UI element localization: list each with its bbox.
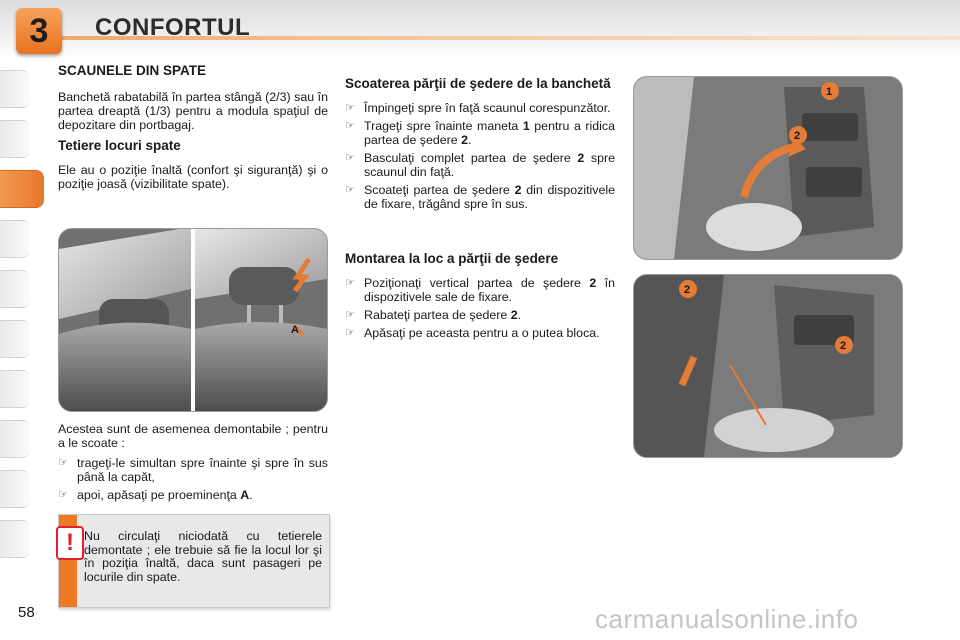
side-tab-5[interactable] <box>0 270 30 308</box>
headrest-photo <box>58 228 328 412</box>
chapter-title: CONFORTUL <box>95 14 251 41</box>
remove-step-2-post: pentru a ridica partea de şedere <box>364 119 615 147</box>
page-number: 58 <box>18 604 35 621</box>
side-tab-2[interactable] <box>0 120 30 158</box>
side-tab-10[interactable] <box>0 520 30 558</box>
middle-column <box>345 76 615 344</box>
left-column-bottom <box>58 422 328 506</box>
warning-icon: ! <box>56 526 84 560</box>
warning-text: Nu circulaţi niciodată cu tetierele demontate ; ele trebuie să fie la locul lor şi în poziţia înaltă, daca sunt pasageri pe locurile din spate. <box>84 529 322 584</box>
bullet-arrow-icon: ☞ <box>58 457 68 469</box>
bullet-arrow-icon: ☞ <box>345 327 355 339</box>
seat-refit-illustration <box>634 275 902 457</box>
refit-step-3-text: Apăsaţi pe aceasta pentru a o putea bloca. <box>364 326 600 340</box>
refit-step-2-post: . <box>517 308 522 322</box>
headrest-step-2 <box>58 488 328 502</box>
section-heading-refit-seat: Montarea la loc a părţii de şedere <box>345 251 559 266</box>
remove-step-2-bold: 1 <box>522 119 530 133</box>
rear-headrests-intro: Ele au o poziţie înaltă (confort şi siguranţă) şi o poziţie joasă (vizibilitate spate). <box>58 163 328 191</box>
photo-label-1: 1 <box>826 86 833 98</box>
side-tab-3-active[interactable] <box>0 170 44 208</box>
bullet-arrow-icon: ☞ <box>345 277 355 289</box>
headrest-step-2-tail: . <box>249 488 253 502</box>
seat-refit-photo <box>633 274 903 458</box>
bullet-arrow-icon: ☞ <box>345 184 355 196</box>
refit-step-2-text: Rabateţi partea de şedere <box>364 308 511 322</box>
remove-step-3-bold: 2 <box>577 151 585 165</box>
photo-label-2-top: 2 <box>794 130 801 142</box>
bullet-arrow-icon: ☞ <box>345 102 355 114</box>
remove-step-2-bold-2: 2 <box>461 133 469 147</box>
remove-step-4 <box>345 183 615 211</box>
headrest-photo-illustration <box>59 229 327 411</box>
headrest-step-1 <box>58 456 328 484</box>
refit-step-1-post: în dispozitivele sale de fixare. <box>364 276 615 304</box>
headrest-removal-intro: Acestea sunt de asemenea demontabile ; pentru a le scoate : <box>58 422 328 450</box>
remove-step-2-text: Trageţi spre înainte maneta <box>364 119 523 133</box>
rear-seats-intro: Banchetă rabatabilă în partea stângă (2/3) sau în partea dreaptă (1/3) pentru a modula spaţiul de depozitare din portbagaj. <box>58 90 328 132</box>
refit-step-1 <box>345 276 615 304</box>
headrest-step-1-text: trageţi-le simultan spre înainte şi spre în sus până la capăt, <box>77 456 328 484</box>
remove-step-4-post: din dispozitivele de fixare, trăgând spre în sus. <box>364 183 615 211</box>
remove-step-3 <box>345 151 615 179</box>
photo-label-2-right: 2 <box>840 340 847 352</box>
remove-step-4-bold: 2 <box>514 183 522 197</box>
side-tab-7[interactable] <box>0 370 30 408</box>
remove-step-2-tail: . <box>468 133 472 147</box>
side-tab-9[interactable] <box>0 470 30 508</box>
refit-step-3 <box>345 326 615 340</box>
refit-step-1-text: Poziţionaţi vertical partea de şedere <box>364 276 590 290</box>
side-tab-6[interactable] <box>0 320 30 358</box>
side-tab-4[interactable] <box>0 220 30 258</box>
headrest-label-a: A <box>291 324 299 336</box>
remove-step-3-post: spre scaunul din faţă. <box>364 151 616 179</box>
photo-label-2-left: 2 <box>684 284 691 296</box>
left-column-top <box>58 64 328 197</box>
seat-removal-photo <box>633 76 903 260</box>
remove-step-2 <box>345 119 615 147</box>
headrest-step-2-text: apoi, apăsaţi pe proeminenţa <box>77 488 241 502</box>
refit-step-2 <box>345 308 615 322</box>
section-heading-remove-seat: Scoaterea părţii de şedere de la banchetă <box>345 76 611 91</box>
headrest-step-2-bold: A <box>240 488 250 502</box>
section-heading-rear-headrests: Tetiere locuri spate <box>58 138 181 153</box>
seat-removal-illustration <box>634 77 902 259</box>
watermark: carmanualsonline.info <box>595 604 859 634</box>
refit-step-2-bold: 2 <box>510 308 518 322</box>
bullet-arrow-icon: ☞ <box>345 309 355 321</box>
chapter-number-badge: 3 <box>16 8 62 54</box>
bullet-arrow-icon: ☞ <box>345 120 355 132</box>
bullet-arrow-icon: ☞ <box>345 152 355 164</box>
bullet-arrow-icon: ☞ <box>58 489 68 501</box>
remove-step-1 <box>345 101 615 115</box>
side-tab-1[interactable] <box>0 70 30 108</box>
refit-step-1-bold: 2 <box>589 276 597 290</box>
remove-step-4-text: Scoateţi partea de şedere <box>364 183 515 197</box>
remove-step-3-text: Basculaţi complet partea de şedere <box>364 151 578 165</box>
remove-step-1-text: Împingeţi spre în faţă scaunul corespunzător. <box>364 101 611 115</box>
section-heading-rear-seats: SCAUNELE DIN SPATE <box>58 63 207 78</box>
side-tab-8[interactable] <box>0 420 30 458</box>
